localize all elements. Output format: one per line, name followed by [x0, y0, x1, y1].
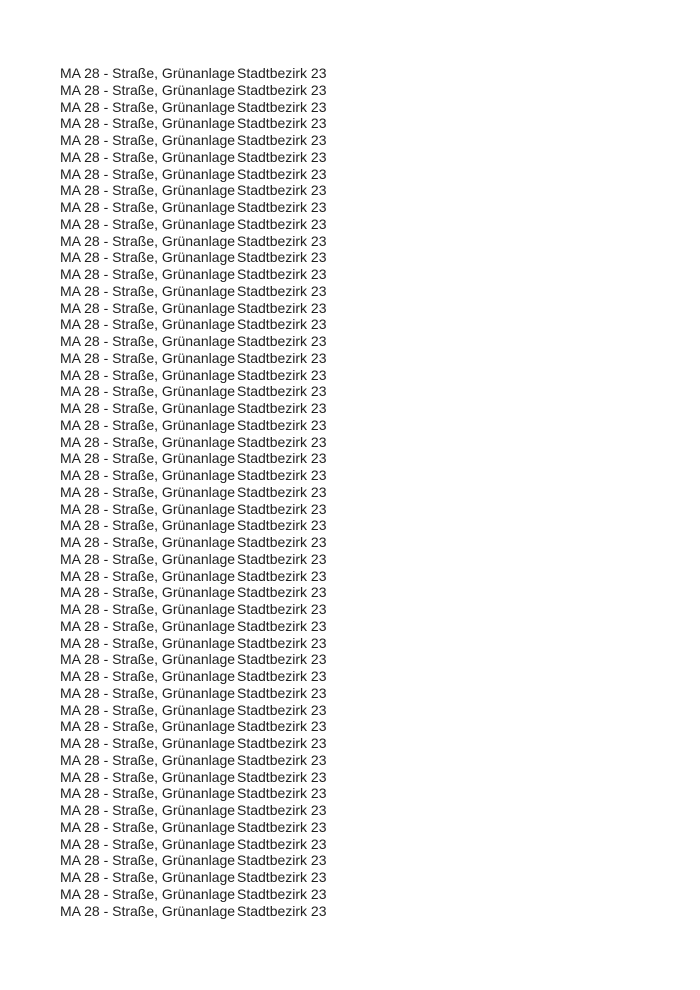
- department-cell: MA 28 - Straße, Grünanlage: [60, 517, 236, 534]
- facility-list: [60, 65, 327, 919]
- district-cell: Stadtbezirk 23: [237, 366, 327, 383]
- list-item: [60, 517, 327, 534]
- district-cell: Stadtbezirk 23: [237, 232, 327, 249]
- list-item: [60, 584, 327, 601]
- district-cell: Stadtbezirk 23: [237, 617, 327, 634]
- department-cell: MA 28 - Straße, Grünanlage: [60, 199, 236, 215]
- list-item: [60, 99, 327, 116]
- district-cell: Stadtbezirk 23: [237, 651, 327, 668]
- list-item: [60, 769, 327, 786]
- department-cell: MA 28 - Straße, Grünanlage: [60, 299, 236, 316]
- list-item: [60, 132, 327, 149]
- department-cell: MA 28 - Straße, Grünanlage: [60, 232, 236, 249]
- district-cell: Stadtbezirk 23: [237, 249, 327, 266]
- district-cell: Stadtbezirk 23: [237, 852, 327, 869]
- department-cell: MA 28 - Straße, Grünanlage: [60, 249, 236, 266]
- district-cell: Stadtbezirk 23: [237, 467, 327, 483]
- district-cell: Stadtbezirk 23: [237, 65, 327, 81]
- list-item: [60, 333, 327, 350]
- district-cell: Stadtbezirk 23: [237, 333, 327, 349]
- list-item: [60, 618, 327, 635]
- department-cell: MA 28 - Straße, Grünanlage: [60, 132, 236, 148]
- list-item: [60, 266, 327, 283]
- list-item: [60, 300, 327, 317]
- list-item: [60, 869, 327, 886]
- department-cell: MA 28 - Straße, Grünanlage: [60, 416, 236, 433]
- list-item: [60, 65, 327, 82]
- list-item: [60, 685, 327, 702]
- department-cell: MA 28 - Straße, Grünanlage: [60, 852, 236, 869]
- department-cell: MA 28 - Straße, Grünanlage: [60, 500, 236, 517]
- department-cell: MA 28 - Straße, Grünanlage: [60, 483, 236, 500]
- district-cell: Stadtbezirk 23: [237, 500, 327, 517]
- department-cell: MA 28 - Straße, Grünanlage: [60, 467, 236, 483]
- list-item: [60, 350, 327, 367]
- district-cell: Stadtbezirk 23: [237, 517, 327, 534]
- list-item: [60, 785, 327, 802]
- district-cell: Stadtbezirk 23: [237, 98, 327, 115]
- list-item: [60, 568, 327, 585]
- district-cell: Stadtbezirk 23: [237, 668, 327, 684]
- list-item: [60, 752, 327, 769]
- district-cell: Stadtbezirk 23: [237, 383, 327, 400]
- district-cell: Stadtbezirk 23: [237, 768, 327, 785]
- department-cell: MA 28 - Straße, Grünanlage: [60, 751, 236, 768]
- district-cell: Stadtbezirk 23: [237, 299, 327, 316]
- district-cell: Stadtbezirk 23: [237, 751, 327, 768]
- list-item: [60, 115, 327, 132]
- list-item: [60, 233, 327, 250]
- department-cell: MA 28 - Straße, Grünanlage: [60, 802, 236, 818]
- list-item: [60, 534, 327, 551]
- district-cell: Stadtbezirk 23: [237, 835, 327, 852]
- district-cell: Stadtbezirk 23: [237, 416, 327, 433]
- district-cell: Stadtbezirk 23: [237, 735, 327, 751]
- list-item: [60, 283, 327, 300]
- list-item: [60, 383, 327, 400]
- list-item: [60, 601, 327, 618]
- department-cell: MA 28 - Straße, Grünanlage: [60, 902, 236, 919]
- list-item: [60, 886, 327, 903]
- department-cell: MA 28 - Straße, Grünanlage: [60, 768, 236, 785]
- list-item: [60, 903, 327, 920]
- department-cell: MA 28 - Straße, Grünanlage: [60, 684, 236, 701]
- district-cell: Stadtbezirk 23: [237, 869, 327, 885]
- department-cell: MA 28 - Straße, Grünanlage: [60, 333, 236, 349]
- list-item: [60, 82, 327, 99]
- district-cell: Stadtbezirk 23: [237, 818, 327, 835]
- department-cell: MA 28 - Straße, Grünanlage: [60, 366, 236, 383]
- district-cell: Stadtbezirk 23: [237, 349, 327, 366]
- district-cell: Stadtbezirk 23: [237, 885, 327, 902]
- department-cell: MA 28 - Straße, Grünanlage: [60, 835, 236, 852]
- department-cell: MA 28 - Straße, Grünanlage: [60, 668, 236, 684]
- department-cell: MA 28 - Straße, Grünanlage: [60, 282, 236, 299]
- department-cell: MA 28 - Straße, Grünanlage: [60, 266, 236, 282]
- department-cell: MA 28 - Straße, Grünanlage: [60, 718, 236, 735]
- district-cell: Stadtbezirk 23: [237, 802, 327, 818]
- list-item: [60, 668, 327, 685]
- department-cell: MA 28 - Straße, Grünanlage: [60, 617, 236, 634]
- district-cell: Stadtbezirk 23: [237, 902, 327, 919]
- department-cell: MA 28 - Straße, Grünanlage: [60, 115, 236, 132]
- list-item: [60, 836, 327, 853]
- district-cell: Stadtbezirk 23: [237, 584, 327, 601]
- list-item: [60, 367, 327, 384]
- district-cell: Stadtbezirk 23: [237, 550, 327, 567]
- department-cell: MA 28 - Straße, Grünanlage: [60, 148, 236, 165]
- district-cell: Stadtbezirk 23: [237, 199, 327, 215]
- list-item: [60, 467, 327, 484]
- list-item: [60, 819, 327, 836]
- department-cell: MA 28 - Straße, Grünanlage: [60, 885, 236, 902]
- department-cell: MA 28 - Straße, Grünanlage: [60, 349, 236, 366]
- list-item: [60, 316, 327, 333]
- department-cell: MA 28 - Straße, Grünanlage: [60, 400, 236, 416]
- list-item: [60, 551, 327, 568]
- list-item: [60, 417, 327, 434]
- district-cell: Stadtbezirk 23: [237, 148, 327, 165]
- district-cell: Stadtbezirk 23: [237, 132, 327, 148]
- department-cell: MA 28 - Straße, Grünanlage: [60, 869, 236, 885]
- list-item: [60, 182, 327, 199]
- district-cell: Stadtbezirk 23: [237, 165, 327, 182]
- list-item: [60, 434, 327, 451]
- district-cell: Stadtbezirk 23: [237, 282, 327, 299]
- district-cell: Stadtbezirk 23: [237, 81, 327, 98]
- department-cell: MA 28 - Straße, Grünanlage: [60, 165, 236, 182]
- district-cell: Stadtbezirk 23: [237, 433, 327, 450]
- department-cell: MA 28 - Straße, Grünanlage: [60, 450, 236, 467]
- department-cell: MA 28 - Straße, Grünanlage: [60, 215, 236, 232]
- list-item: [60, 735, 327, 752]
- district-cell: Stadtbezirk 23: [237, 634, 327, 651]
- list-item: [60, 802, 327, 819]
- department-cell: MA 28 - Straße, Grünanlage: [60, 785, 236, 802]
- list-item: [60, 484, 327, 501]
- district-cell: Stadtbezirk 23: [237, 684, 327, 701]
- department-cell: MA 28 - Straße, Grünanlage: [60, 550, 236, 567]
- district-cell: Stadtbezirk 23: [237, 785, 327, 802]
- district-cell: Stadtbezirk 23: [237, 718, 327, 735]
- department-cell: MA 28 - Straße, Grünanlage: [60, 65, 236, 81]
- list-item: [60, 501, 327, 518]
- list-item: [60, 216, 327, 233]
- list-item: [60, 199, 327, 216]
- department-cell: MA 28 - Straße, Grünanlage: [60, 701, 236, 718]
- district-cell: Stadtbezirk 23: [237, 215, 327, 232]
- district-cell: Stadtbezirk 23: [237, 534, 327, 550]
- department-cell: MA 28 - Straße, Grünanlage: [60, 182, 236, 199]
- department-cell: MA 28 - Straße, Grünanlage: [60, 567, 236, 584]
- list-item: [60, 651, 327, 668]
- department-cell: MA 28 - Straße, Grünanlage: [60, 735, 236, 751]
- list-item: [60, 166, 327, 183]
- department-cell: MA 28 - Straße, Grünanlage: [60, 316, 236, 333]
- list-item: [60, 635, 327, 652]
- list-item: [60, 702, 327, 719]
- district-cell: Stadtbezirk 23: [237, 601, 327, 617]
- district-cell: Stadtbezirk 23: [237, 483, 327, 500]
- department-cell: MA 28 - Straße, Grünanlage: [60, 98, 236, 115]
- department-cell: MA 28 - Straße, Grünanlage: [60, 433, 236, 450]
- list-item: [60, 852, 327, 869]
- department-cell: MA 28 - Straße, Grünanlage: [60, 81, 236, 98]
- district-cell: Stadtbezirk 23: [237, 450, 327, 467]
- district-cell: Stadtbezirk 23: [237, 182, 327, 199]
- department-cell: MA 28 - Straße, Grünanlage: [60, 534, 236, 550]
- department-cell: MA 28 - Straße, Grünanlage: [60, 601, 236, 617]
- district-cell: Stadtbezirk 23: [237, 400, 327, 416]
- department-cell: MA 28 - Straße, Grünanlage: [60, 383, 236, 400]
- department-cell: MA 28 - Straße, Grünanlage: [60, 634, 236, 651]
- department-cell: MA 28 - Straße, Grünanlage: [60, 584, 236, 601]
- district-cell: Stadtbezirk 23: [237, 115, 327, 132]
- list-item: [60, 400, 327, 417]
- list-item: [60, 718, 327, 735]
- district-cell: Stadtbezirk 23: [237, 701, 327, 718]
- district-cell: Stadtbezirk 23: [237, 266, 327, 282]
- department-cell: MA 28 - Straße, Grünanlage: [60, 651, 236, 668]
- list-item: [60, 149, 327, 166]
- district-cell: Stadtbezirk 23: [237, 316, 327, 333]
- list-item: [60, 450, 327, 467]
- district-cell: Stadtbezirk 23: [237, 567, 327, 584]
- list-item: [60, 249, 327, 266]
- department-cell: MA 28 - Straße, Grünanlage: [60, 818, 236, 835]
